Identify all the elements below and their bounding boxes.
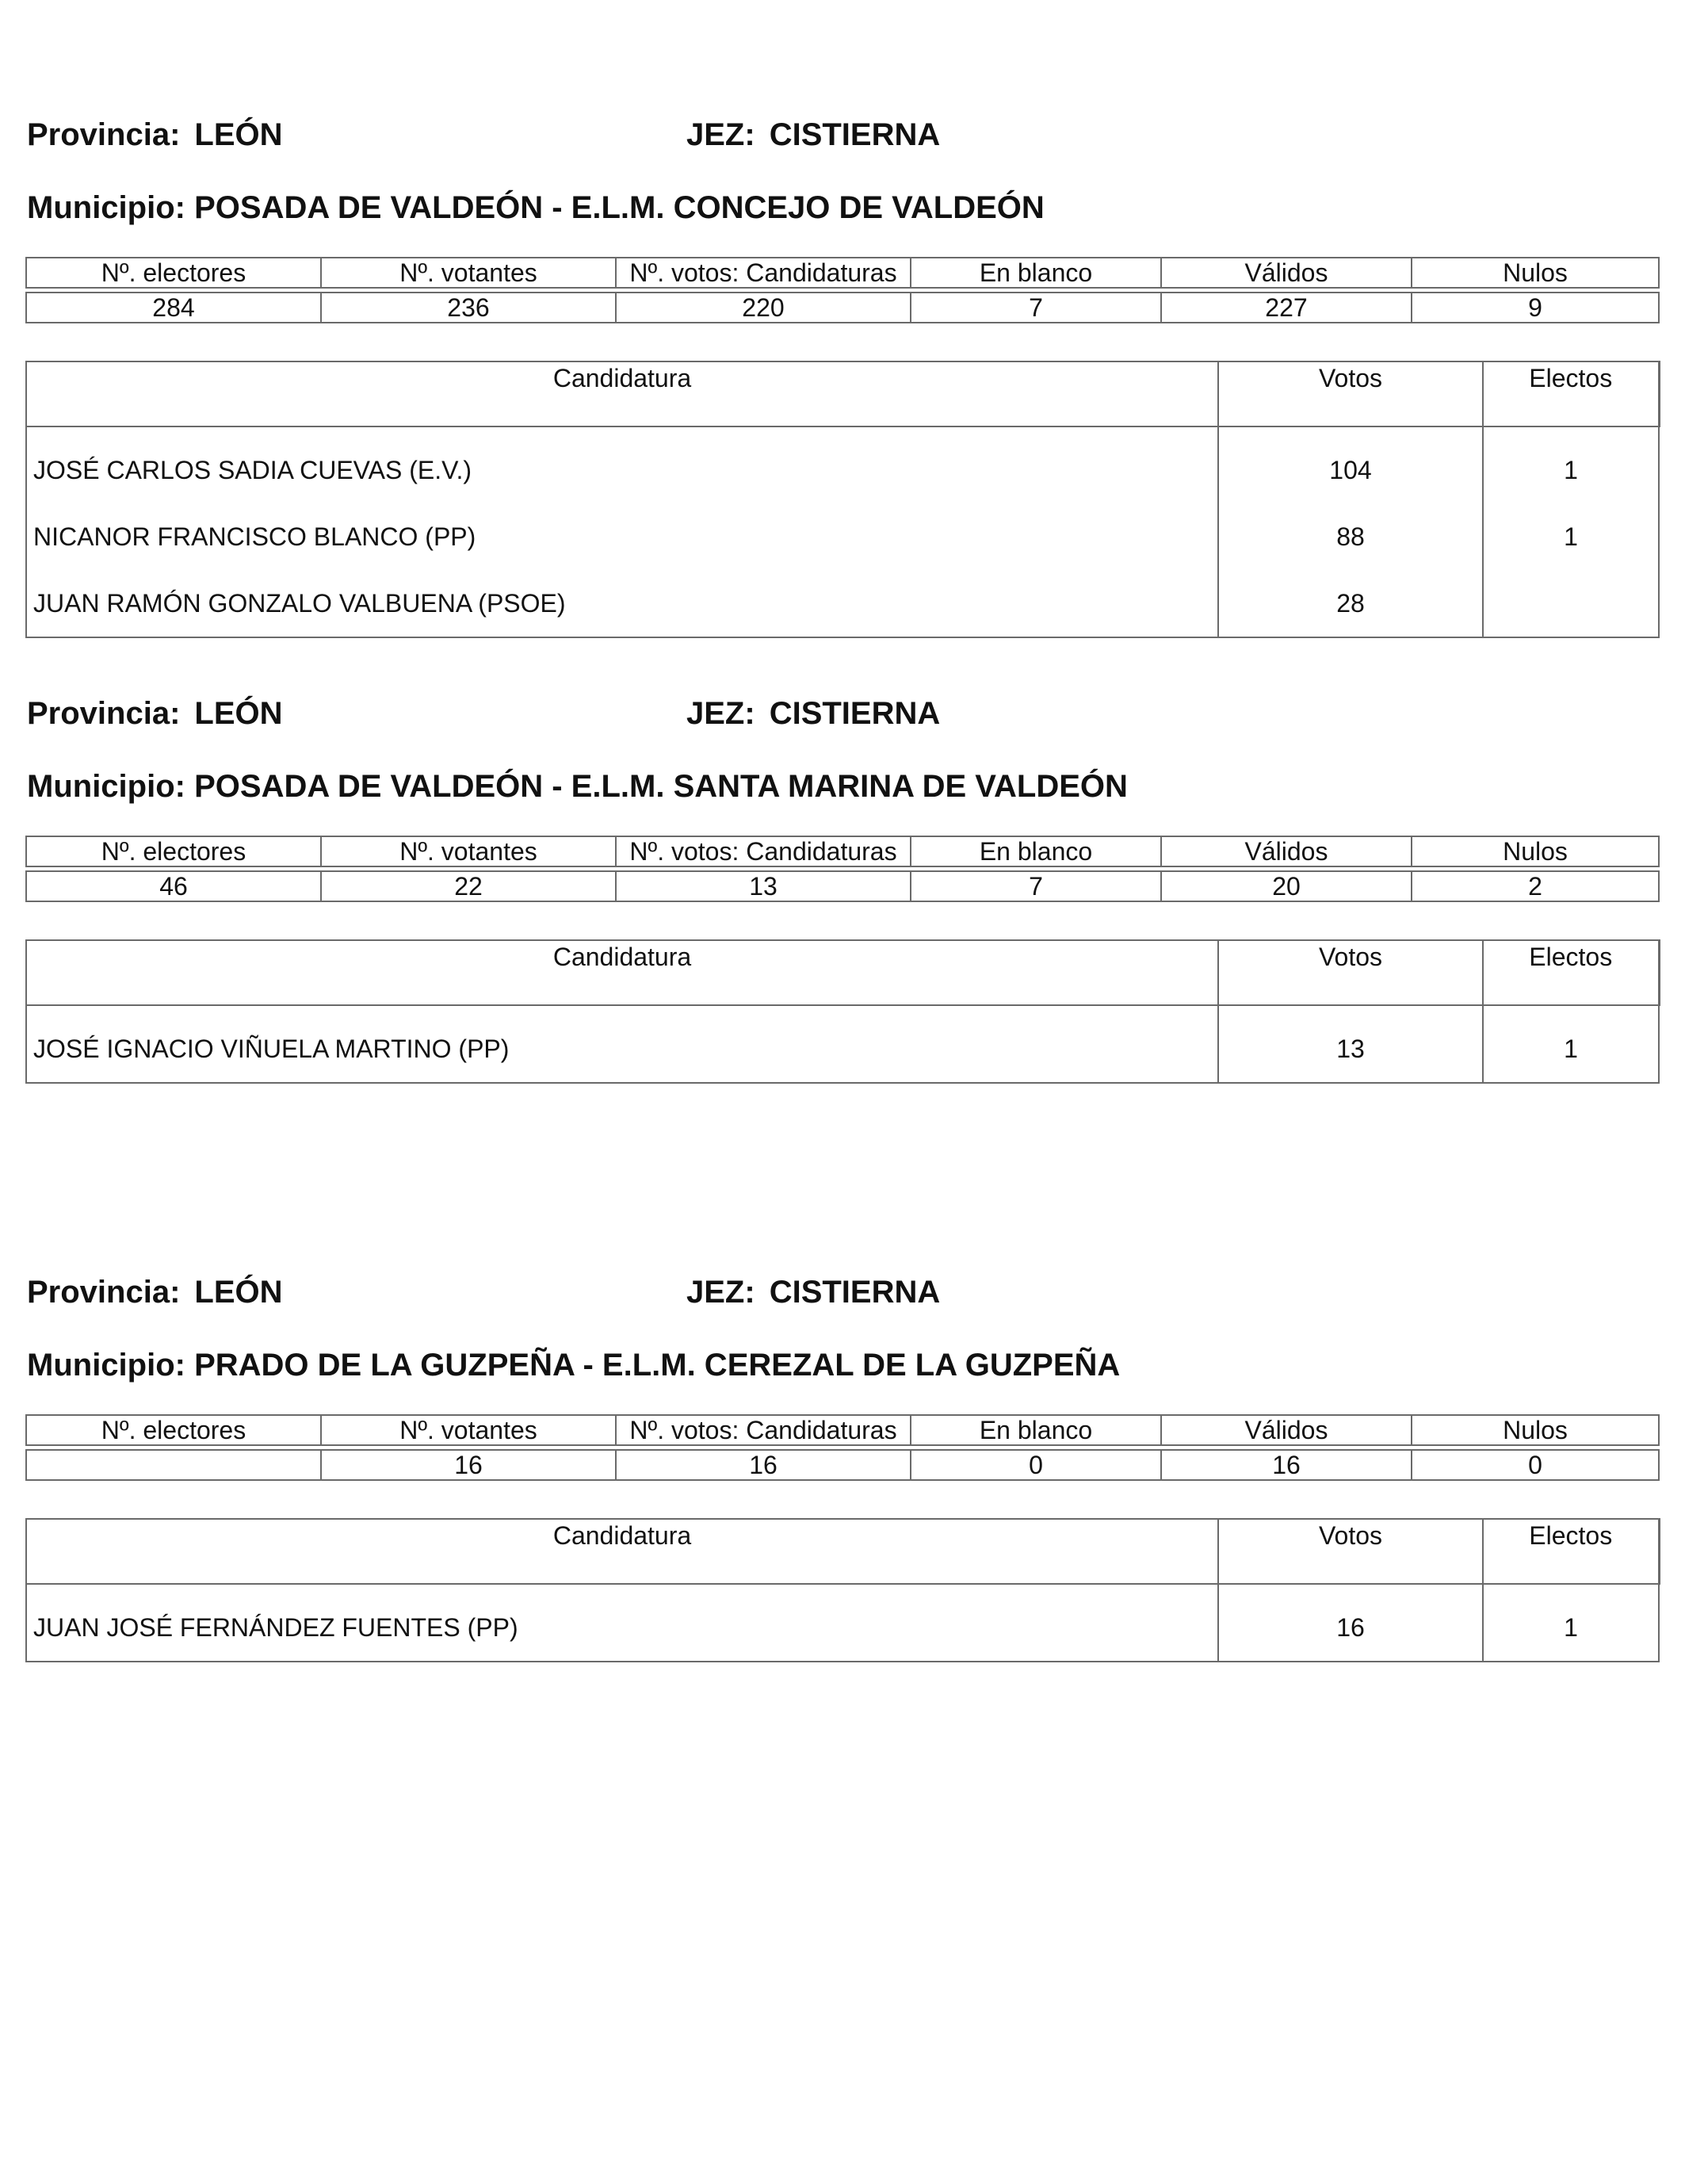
stats-header-votos-candidaturas: Nº. votos: Candidaturas <box>616 258 911 288</box>
jez-heading <box>686 1273 940 1311</box>
stats-value-validos: 227 <box>1161 293 1412 323</box>
candidate-name: JUAN JOSÉ FERNÁNDEZ FUENTES (PP) <box>26 1584 1218 1662</box>
electos-header: Electos <box>1483 940 1659 1005</box>
stats-header-en-blanco: En blanco <box>911 836 1161 866</box>
provincia-value: LEÓN <box>194 1275 283 1310</box>
stats-value-nulos: 9 <box>1412 293 1659 323</box>
candidate-name: JOSÉ CARLOS SADIA CUEVAS (E.V.) <box>26 426 1218 503</box>
jez-value: CISTIERNA <box>769 1275 941 1310</box>
stats-table <box>25 836 1660 902</box>
jez-value: CISTIERNA <box>769 696 941 731</box>
stats-header-electores: Nº. electores <box>26 836 321 866</box>
stats-value-electores: 46 <box>26 871 321 901</box>
provincia-heading <box>27 1273 283 1311</box>
stats-value-nulos: 0 <box>1412 1450 1659 1480</box>
candidate-electos: 1 <box>1483 426 1659 503</box>
stats-header-nulos: Nulos <box>1412 1415 1659 1445</box>
provincia-label: Provincia: <box>27 1275 181 1310</box>
candidate-votos: 13 <box>1218 1005 1483 1083</box>
jez-heading <box>686 116 940 154</box>
stats-table <box>25 257 1660 323</box>
provincia-heading <box>27 694 283 732</box>
stats-header-row <box>26 1415 1659 1445</box>
stats-header-validos: Válidos <box>1161 836 1412 866</box>
stats-value-row <box>26 293 1659 323</box>
stats-header-row <box>26 836 1659 866</box>
candidate-electos <box>1483 570 1659 637</box>
electos-header: Electos <box>1483 361 1659 426</box>
candidate-name: NICANOR FRANCISCO BLANCO (PP) <box>26 503 1218 570</box>
stats-value-validos: 16 <box>1161 1450 1412 1480</box>
candidate-row <box>26 1005 1659 1083</box>
jez-label: JEZ: <box>686 117 755 152</box>
stats-value-nulos: 2 <box>1412 871 1659 901</box>
stats-value-en-blanco: 0 <box>911 1450 1161 1480</box>
municipio-label: Municipio: <box>27 190 185 225</box>
stats-header-electores: Nº. electores <box>26 1415 321 1445</box>
municipio-label: Municipio: <box>27 769 185 804</box>
votos-header: Votos <box>1218 361 1483 426</box>
provincia-heading <box>27 116 283 154</box>
stats-value-electores: 284 <box>26 293 321 323</box>
candidates-header-row <box>26 1519 1659 1584</box>
stats-value-row <box>26 1450 1659 1480</box>
candidate-row <box>26 570 1659 637</box>
candidate-electos: 1 <box>1483 1584 1659 1662</box>
electos-header: Electos <box>1483 1519 1659 1584</box>
stats-value-validos: 20 <box>1161 871 1412 901</box>
candidatura-header: Candidatura <box>26 940 1218 1005</box>
municipio-value: PRADO DE LA GUZPEÑA - E.L.M. CEREZAL DE LA GUZPEÑA <box>194 1348 1121 1383</box>
provincia-label: Provincia: <box>27 117 181 152</box>
stats-value-votos-candidaturas: 16 <box>616 1450 911 1480</box>
stats-header-en-blanco: En blanco <box>911 1415 1161 1445</box>
candidate-electos: 1 <box>1483 1005 1659 1083</box>
stats-header-row <box>26 258 1659 288</box>
stats-header-electores: Nº. electores <box>26 258 321 288</box>
provincia-label: Provincia: <box>27 696 181 731</box>
stats-value-votantes: 16 <box>321 1450 616 1480</box>
stats-header-nulos: Nulos <box>1412 836 1659 866</box>
stats-value-electores <box>26 1450 321 1480</box>
municipio-heading <box>27 189 1045 227</box>
stats-header-nulos: Nulos <box>1412 258 1659 288</box>
stats-header-votantes: Nº. votantes <box>321 1415 616 1445</box>
municipio-value: POSADA DE VALDEÓN - E.L.M. CONCEJO DE VALDEÓN <box>194 190 1045 225</box>
candidates-table <box>25 939 1660 1084</box>
stats-header-validos: Válidos <box>1161 1415 1412 1445</box>
candidate-votos: 16 <box>1218 1584 1483 1662</box>
stats-header-votantes: Nº. votantes <box>321 258 616 288</box>
votos-header: Votos <box>1218 1519 1483 1584</box>
candidate-row <box>26 1584 1659 1662</box>
municipio-heading <box>27 767 1128 805</box>
municipio-heading <box>27 1346 1120 1384</box>
stats-header-votos-candidaturas: Nº. votos: Candidaturas <box>616 1415 911 1445</box>
municipio-value: POSADA DE VALDEÓN - E.L.M. SANTA MARINA DE VALDEÓN <box>194 769 1128 804</box>
candidates-header-row <box>26 361 1659 426</box>
stats-value-row <box>26 871 1659 901</box>
candidates-table <box>25 1518 1660 1662</box>
stats-value-en-blanco: 7 <box>911 293 1161 323</box>
candidate-name: JUAN RAMÓN GONZALO VALBUENA (PSOE) <box>26 570 1218 637</box>
candidate-row <box>26 426 1659 503</box>
candidate-votos: 88 <box>1218 503 1483 570</box>
stats-header-votantes: Nº. votantes <box>321 836 616 866</box>
candidate-row <box>26 503 1659 570</box>
stats-value-votantes: 22 <box>321 871 616 901</box>
stats-header-validos: Válidos <box>1161 258 1412 288</box>
candidate-votos: 104 <box>1218 426 1483 503</box>
stats-value-votos-candidaturas: 220 <box>616 293 911 323</box>
candidates-header-row <box>26 940 1659 1005</box>
candidatura-header: Candidatura <box>26 1519 1218 1584</box>
provincia-value: LEÓN <box>194 117 283 152</box>
stats-header-en-blanco: En blanco <box>911 258 1161 288</box>
candidate-name: JOSÉ IGNACIO VIÑUELA MARTINO (PP) <box>26 1005 1218 1083</box>
stats-table <box>25 1414 1660 1481</box>
candidatura-header: Candidatura <box>26 361 1218 426</box>
candidate-electos: 1 <box>1483 503 1659 570</box>
candidates-table <box>25 361 1660 638</box>
stats-header-votos-candidaturas: Nº. votos: Candidaturas <box>616 836 911 866</box>
municipio-label: Municipio: <box>27 1348 185 1383</box>
votos-header: Votos <box>1218 940 1483 1005</box>
stats-value-en-blanco: 7 <box>911 871 1161 901</box>
jez-value: CISTIERNA <box>769 117 941 152</box>
provincia-value: LEÓN <box>194 696 283 731</box>
candidate-votos: 28 <box>1218 570 1483 637</box>
stats-value-votos-candidaturas: 13 <box>616 871 911 901</box>
jez-heading <box>686 694 940 732</box>
jez-label: JEZ: <box>686 696 755 731</box>
jez-label: JEZ: <box>686 1275 755 1310</box>
stats-value-votantes: 236 <box>321 293 616 323</box>
